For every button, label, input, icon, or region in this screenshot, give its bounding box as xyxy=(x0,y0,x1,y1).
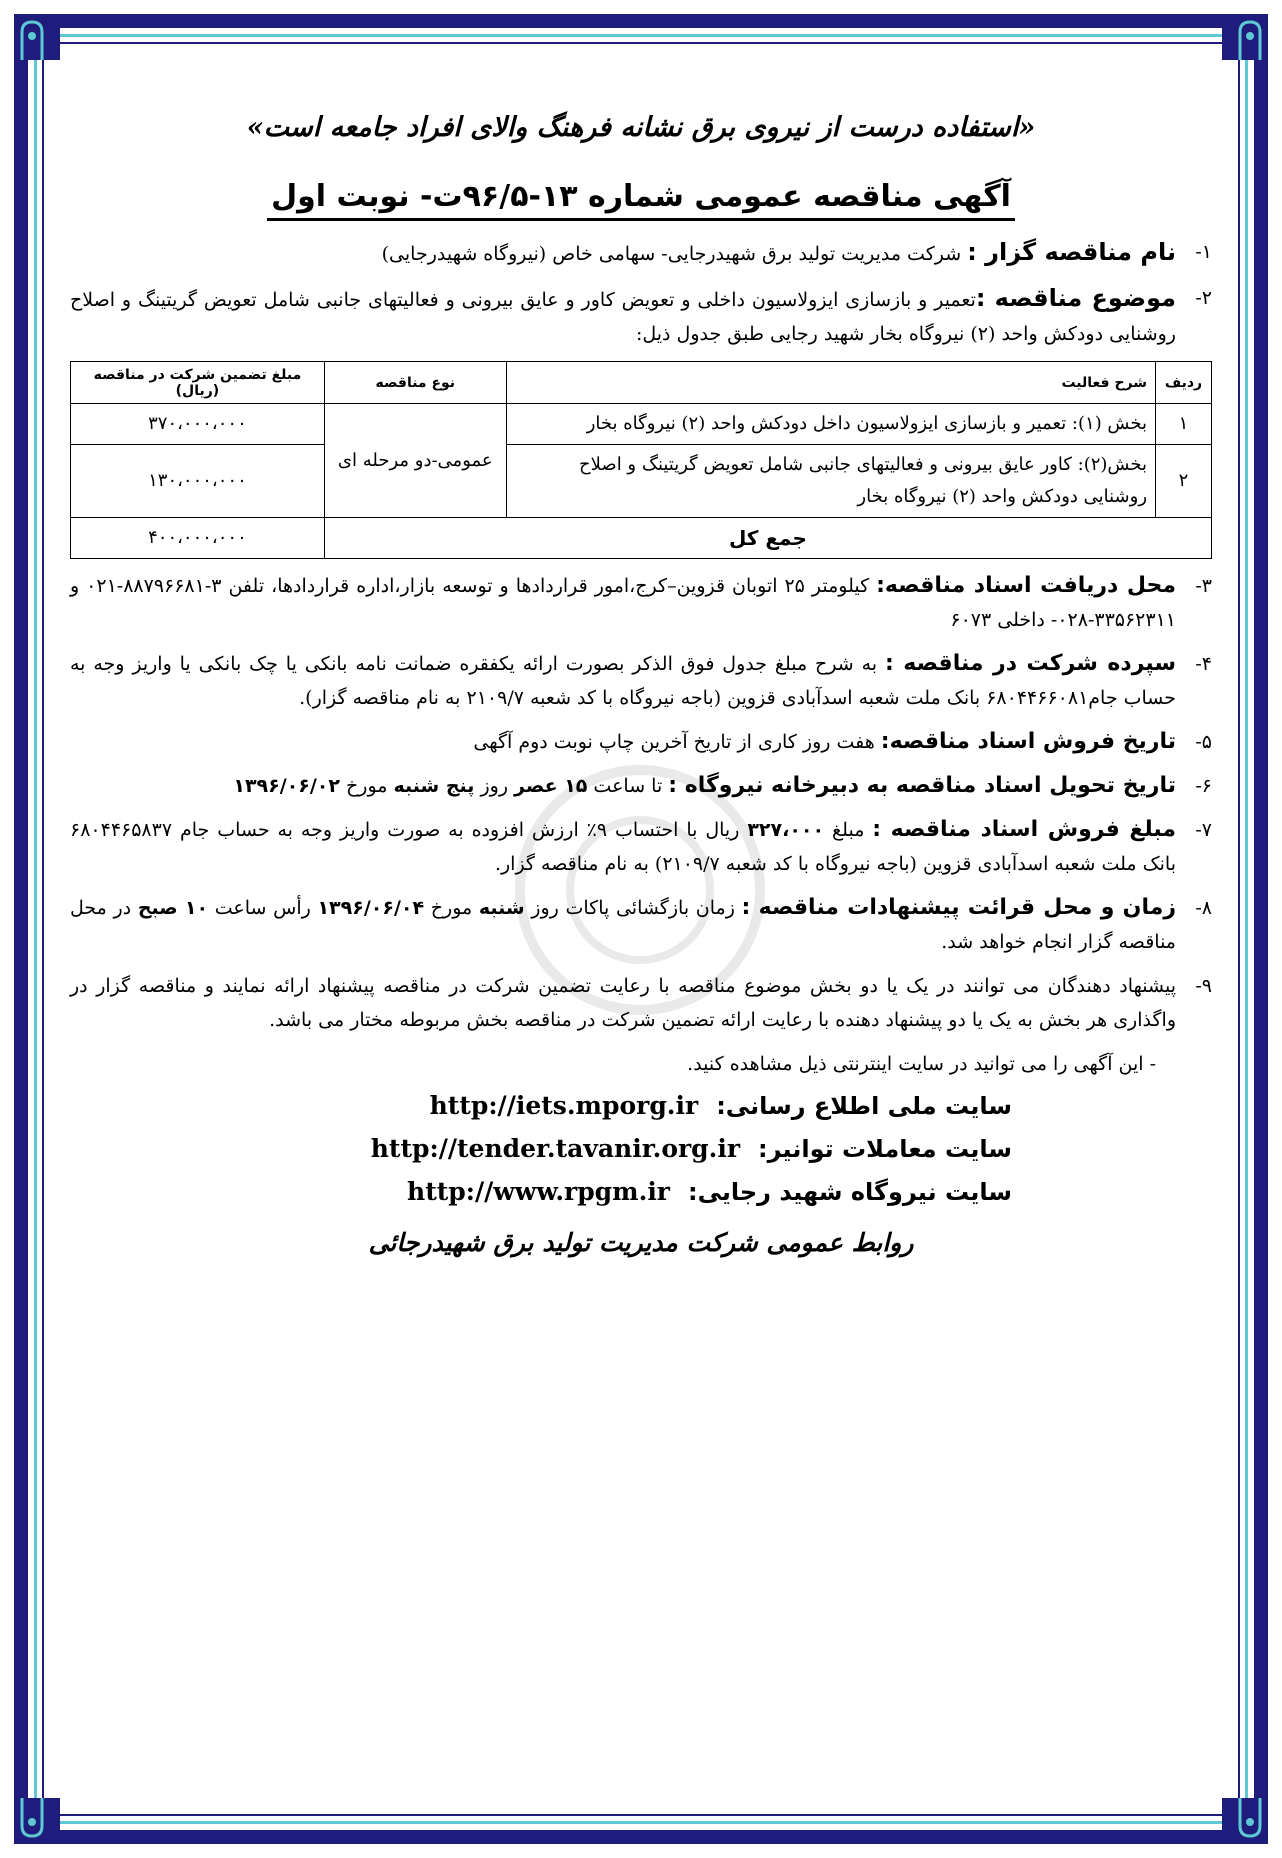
item-tender-subject xyxy=(70,281,1212,351)
table-total-row xyxy=(71,518,1212,559)
website-label: سایت معاملات توانیر: xyxy=(758,1135,1012,1163)
delivery-day: پنج شنبه xyxy=(393,775,475,797)
item-text: تعمیر و بازسازی ایزولاسیون داخلی و تعویض کاور و عایق بیرونی و فعالیتهای جانبی شامل تعویض گریتینگ و اصلاح روشنایی دودکش واحد (۲) نیروگاه بخار شهید رجایی طبق جدول ذیل: xyxy=(70,289,1176,345)
item-text: مورخ xyxy=(340,775,394,797)
footer-signature: روابط عمومی شرکت مدیریت تولید برق شهیدرجائی xyxy=(368,1228,914,1257)
item-text: در محل مناقصه گزار انجام خواهد شد. xyxy=(70,897,1176,953)
item-text: زمان بازگشائی پاکات روز xyxy=(524,897,742,919)
website-entry xyxy=(70,1177,1012,1206)
item-label: مبلغ فروش اسناد مناقصه : xyxy=(872,817,1176,842)
item-label: زمان و محل قرائت پیشنهادات مناقصه : xyxy=(741,895,1177,920)
row-description: بخش(۲): کاور عایق بیرونی و فعالیتهای جانبی شامل تعویض گریتینگ و اصلاح روشنایی دودکش واحد (۲) نیروگاه بخار xyxy=(506,445,1155,518)
website-link[interactable]: http://tender.tavanir.org.ir xyxy=(370,1134,741,1163)
column-header-row: ردیف xyxy=(1156,362,1212,404)
item-text: ریال با احتساب ۹٪ ارزش افزوده به صورت واریز وجه به حساب جام ۶۸۰۴۴۶۵۸۳۷ بانک ملت شعبه اسدآبادی قزوین (باجه نیروگاه با کد شعبه ۲۱۰۹/۷) به نام مناقصه گزار. xyxy=(70,819,1176,875)
item-delivery-date xyxy=(70,769,1212,803)
item-text: مورخ xyxy=(424,897,479,919)
corner-ornament-icon xyxy=(14,1798,60,1844)
website-label: سایت نیروگاه شهید رجایی: xyxy=(687,1178,1012,1206)
item-number: ۸- xyxy=(1195,897,1212,919)
total-label: جمع کل xyxy=(324,518,1211,559)
corner-ornament-icon xyxy=(14,14,60,60)
row-number: ۲ xyxy=(1156,445,1212,518)
item-text: تا ساعت xyxy=(587,775,669,797)
opening-day: شنبه xyxy=(478,897,525,919)
item-text: به شرح مبلغ جدول فوق الذکر بصورت ارائه یکفقره ضمانت نامه بانکی یا چک بانکی یا واریز وجه به حساب جام۶۸۰۴۴۶۶۰۸۱ بانک ملت شعبه اسدآبادی قزوین (باجه نیروگاه با کد شعبه ۲۱۰۹/۷ به نام مناقصه گزار). xyxy=(70,653,1176,709)
item-number: ۴- xyxy=(1195,653,1212,675)
motto: «استفاده درست از نیروی برق نشانه فرهنگ والای افراد جامعه است» xyxy=(246,112,1036,143)
item-text: کیلومتر ۲۵ اتوبان قزوین–کرج،امور قراردادها و توسعه بازار،اداره قراردادها، تلفن ۳-۸۸۷۹۶۶۸۱-۰۲۱ و ۳۳۵۶۲۳۱۱-۰۲۸- داخلی ۶۰۷۳ xyxy=(70,575,1176,631)
item-bidding-conditions xyxy=(70,969,1212,1037)
tender-type: عمومی-دو مرحله ای xyxy=(324,404,506,518)
item-text: رأس ساعت xyxy=(208,897,318,919)
row-guarantee-amount: ۳۷۰،۰۰۰،۰۰۰ xyxy=(71,404,325,445)
page-title: آگهی مناقصه عمومی شماره ۱۳-۹۶/۵ت- نوبت اول xyxy=(267,179,1015,221)
item-number: ۶- xyxy=(1195,775,1212,797)
row-description: بخش (۱): تعمیر و بازسازی ایزولاسیون داخل دودکش واحد (۲) نیروگاه بخار xyxy=(506,404,1155,445)
item-text: پیشنهاد دهندگان می توانند در یک یا دو بخش موضوع مناقصه با رعایت تضمین شرکت در مناقصه پیشنهاد ارائه نمایند و مناقصه گزار در واگذاری هر بخش به یک یا دو پیشنهاد دهنده با رعایت ارائه تضمین شرکت در مناقصه بخش مربوطه مختار می باشد. xyxy=(70,975,1176,1031)
document-price-amount: ۳۲۷،۰۰۰ xyxy=(747,819,825,841)
table-header-row xyxy=(71,362,1212,404)
item-number: ۳- xyxy=(1195,575,1212,597)
table-row xyxy=(71,404,1212,445)
item-documents-location xyxy=(70,569,1212,637)
website-note: - این آگهی را می توانید در سایت اینترنتی ذیل مشاهده کنید. xyxy=(687,1053,1156,1075)
website-link[interactable]: http://iets.mporg.ir xyxy=(429,1091,699,1120)
website-entry xyxy=(70,1091,1012,1120)
corner-ornament-icon xyxy=(1222,14,1268,60)
opening-date: ۱۳۹۶/۰۶/۰۴ xyxy=(317,897,425,919)
item-text: مبلغ xyxy=(824,819,873,841)
item-label: تاریخ تحویل اسناد مناقصه به دبیرخانه نیروگاه : xyxy=(668,773,1176,798)
delivery-date: ۱۳۹۶/۰۶/۰۲ xyxy=(233,775,340,797)
document-body xyxy=(70,112,1212,1257)
website-label: سایت ملی اطلاع رسانی: xyxy=(716,1092,1012,1120)
opening-time: ۱۰ صبح xyxy=(137,897,209,919)
item-document-price xyxy=(70,813,1212,881)
delivery-time: ۱۵ عصر xyxy=(514,775,588,797)
item-opening-time xyxy=(70,891,1212,959)
websites-list xyxy=(70,1091,1212,1206)
website-link[interactable]: http://www.rpgm.ir xyxy=(407,1177,670,1206)
corner-ornament-icon xyxy=(1222,1798,1268,1844)
item-number: ۱- xyxy=(1195,241,1212,263)
item-number: ۹- xyxy=(1195,975,1212,997)
website-entry xyxy=(70,1134,1012,1163)
item-number: ۲- xyxy=(1195,287,1212,309)
item-number: ۵- xyxy=(1195,731,1212,753)
row-number: ۱ xyxy=(1156,404,1212,445)
item-label: نام مناقصه گزار : xyxy=(967,238,1176,266)
item-tender-organizer xyxy=(70,235,1212,271)
item-number: ۷- xyxy=(1195,819,1212,841)
column-header-type: نوع مناقصه xyxy=(324,362,506,404)
item-label: تاریخ فروش اسناد مناقصه: xyxy=(880,729,1176,754)
item-text: هفت روز کاری از تاریخ آخرین چاپ نوبت دوم آگهی xyxy=(473,731,881,753)
item-sale-date xyxy=(70,725,1212,759)
item-deposit xyxy=(70,647,1212,715)
item-text: روز xyxy=(474,775,515,797)
table-row xyxy=(71,445,1212,518)
item-text: شرکت مدیریت تولید برق شهیدرجایی- سهامی خاص (نیروگاه شهیدرجایی) xyxy=(381,243,968,265)
item-label: سپرده شرکت در مناقصه : xyxy=(884,651,1176,676)
total-amount: ۴۰۰،۰۰۰،۰۰۰ xyxy=(71,518,325,559)
column-header-description: شرح فعالیت xyxy=(506,362,1155,404)
row-guarantee-amount: ۱۳۰،۰۰۰،۰۰۰ xyxy=(71,445,325,518)
tender-sections-table xyxy=(70,361,1212,559)
column-header-guarantee: مبلغ تضمین شرکت در مناقصه (ریال) xyxy=(71,362,325,404)
item-label: موضوع مناقصه : xyxy=(975,284,1176,312)
item-label: محل دریافت اسناد مناقصه: xyxy=(876,573,1176,598)
